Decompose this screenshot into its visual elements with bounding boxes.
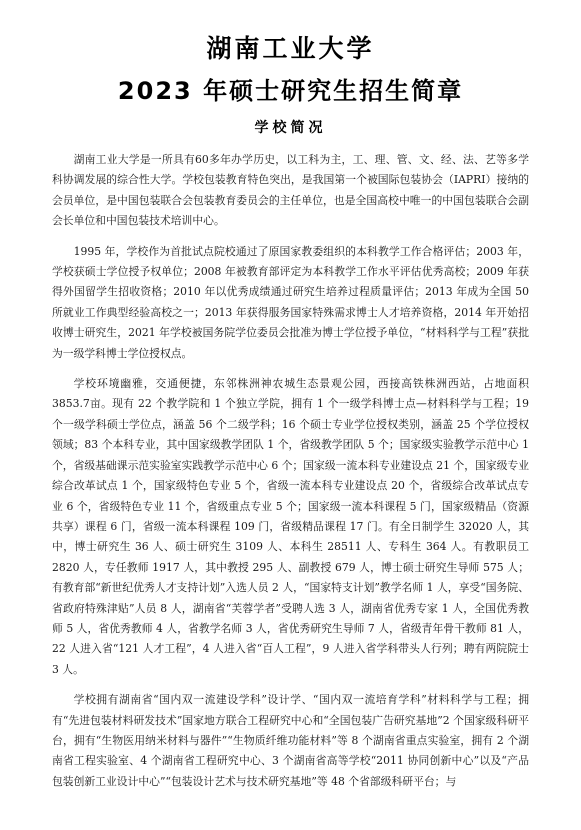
page-title-university: 湖南工业大学 bbox=[206, 34, 375, 63]
body-paragraph-intro: 湖南工业大学是一所具有60多年办学历史，以工科为主，工、理、管、文、经、法、艺等多学科协调发展的综合性大学。学校包装教育特色突出，是我国第一个被国际包装协会（IAPRI）接纳的会员单位，是中国包装联合会包装教育委员会的主任单位，也是全国高校中唯一的中国包装联合会副会长单位和中国包装技术培训中心。 bbox=[52, 153, 529, 228]
body-paragraph-research-platforms: 学校拥有湖南省“国内双一流建设学科”设计学、“国内双一流培育学科”材料科学与工程；拥有“先进包装材料研发技术”国家地方联合工程研究中心和“全国包装广告研究基地”2 个国家级科研平台，拥有“生物医用纳米材料与器件”“生物质纤维功能材料”等 8 个湖南省重点实验室，拥有 2 个湖南省工程实验室、4 个湖南省工程研究中心、3 个湖南省高等学校“2011 协同创新中心”以及“产品包装创新工业设计中心”“包装设计艺术与技术研究基地”等 48 个省部级科研平台；与 bbox=[52, 693, 529, 788]
body-paragraph-campus-stats: 学校环境幽雅，交通便捷，东邻株洲神农城生态景观公园，西接高铁株洲西站，占地面积3853.7亩。现有 22 个教学院和 1 个独立学院，拥有 1 个一级学科博士点—材料科学与工程；19 个一级学科硕士学位点，涵盖 56 个二级学科；16 个硕士专业学位授权类别，涵盖 25 个学位授权领域；83 个本科专业，其中国家级教学团队 1 个，省级教学团队 5 个；国家级实验教学示范中心 1 个，省级基础课示范实验室实践教学示范中心 6 个；国家级一流本科专业建设点 21 个，国家级专业综合改革试点 1 个，国家级特色专业 5 个，省级一流本科专业建设点 20 个，省级综合改革试点专业 6 个，省级特色专业 11 个，省级重点专业 5 个；国家级一流本科课程 5 门，国家级精品（资源共享）课程 6 门，省级一流本科课程 109 门，省级精品课程 17 门。有全日制学生 32020 人，其中，博士研究生 36 人、硕士研究生 3109 人、本科生 28511 人、专科生 364 人。有教职员工 2820 人，专任教师 1917 人，其中教授 295 人、副教授 679 人，博士硕士研究生导师 575 人；有教育部“新世纪优秀人才支持计划”入选人员 2 人，“国家特支计划”教学名师 1 人，享受“国务院、省政府特殊津贴”人员 8 人，湖南省“芙蓉学者”受聘人选 3 人，湖南省优秀专家 1 人，全国优秀教师 5 人，省优秀教师 4 人，省教学名师 3 人，省优秀研究生导师 7 人，省级青年骨干教师 81 人，22 人进入省“121 人才工程”，4 人进入省“百人工程”，9 人进入省学科带头人行列；聘有两院院士 3 人。 bbox=[52, 377, 530, 676]
body-paragraph-history: 1995 年，学校作为首批试点院校通过了原国家教委组织的本科教学工作合格评估；2003 年，学校获硕士学位授予权单位；2008 年被教育部评定为本科教学工作水平评估优秀高校；2009 年获得外国留学生招收资格；2010 年以优秀成绩通过研究生培养过程质量评估；2013 年成为全国 50 所就业工作典型经验高校之一；2013 年获得服务国家特殊需求博士人才培养资格，2014 年开始招收博士研究生，2021 年学校被国务院学位委员会批准为博士学位授予单位，“材料科学与工程”获批为一级学科博士学位授权点。 bbox=[52, 244, 529, 360]
section-heading-school-overview: 学校简况 bbox=[254, 120, 327, 136]
page-title-brochure: 2023 年硕士研究生招生简章 bbox=[117, 77, 464, 105]
